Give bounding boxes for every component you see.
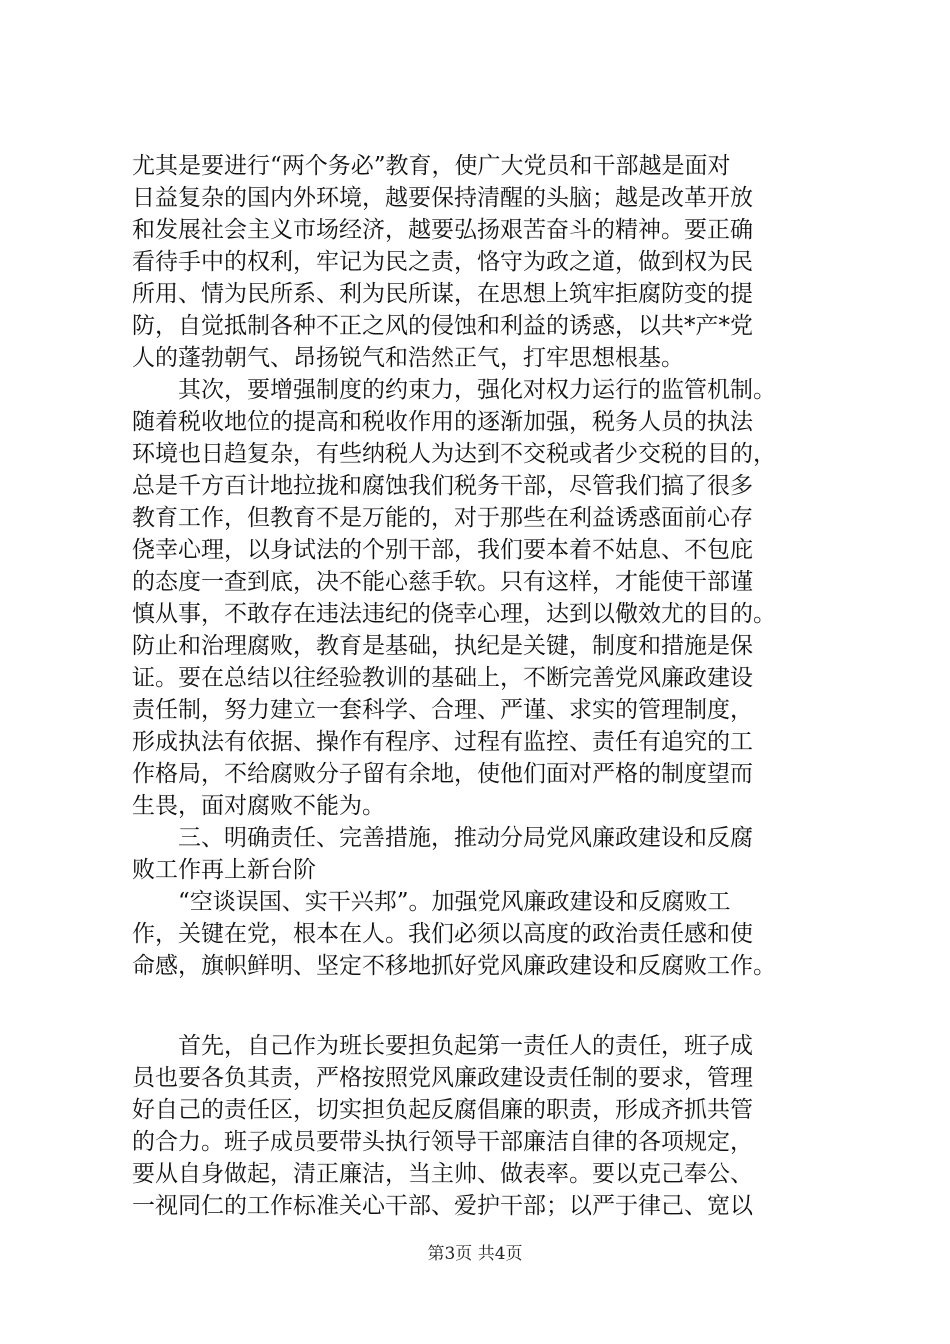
text-line: 作，关键在党，根本在人。我们必须以高度的政治责任感和使 [132, 921, 753, 947]
text-line: 好自己的责任区，切实担负起反腐倡廉的职责，形成齐抓共管 [132, 1097, 753, 1123]
text-line: 侥幸心理，以身试法的个别干部，我们要本着不姑息、不包庇 [132, 537, 753, 563]
text-line: 看待手中的权利，牢记为民之责，恪守为政之道，做到权为民 [132, 249, 753, 275]
text-line: 教育工作，但教育不是万能的，对于那些在利益诱惑面前心存 [132, 505, 753, 531]
text-line: 和发展社会主义市场经济，越要弘扬艰苦奋斗的精神。要正确 [132, 217, 753, 243]
text-line: 环境也日趋复杂，有些纳税人为达到不交税或者少交税的目的， [132, 441, 776, 467]
text-line: 要从自身做起，清正廉洁，当主帅、做表率。要以克己奉公、 [132, 1161, 753, 1187]
text-line: 防，自觉抵制各种不正之风的侵蚀和利益的诱惑，以共*产*党 [132, 313, 753, 339]
text-line: 生畏，面对腐败不能为。 [132, 793, 385, 819]
page-number-footer: 第3页 共4页 [427, 1244, 523, 1264]
section-heading-line: 败工作再上新台阶 [132, 857, 316, 883]
text-line: 作格局，不给腐败分子留有余地，使他们面对严格的制度望而 [132, 761, 753, 787]
text-line: 防止和治理腐败，教育是基础，执纪是关键，制度和措施是保 [132, 633, 753, 659]
document-body [132, 150, 832, 1222]
text-line: 责任制，努力建立一套科学、合理、严谨、求实的管理制度， [132, 697, 753, 723]
text-line: 尤其是要进行“两个务必”教育，使广大党员和干部越是面对 [132, 153, 731, 179]
text-line: 随着税收地位的提高和税收作用的逐渐加强，税务人员的执法 [132, 409, 753, 435]
text-line: 其次，要增强制度的约束力，强化对权力运行的监管机制。 [132, 377, 776, 403]
text-line: 证。要在总结以往经验教训的基础上，不断完善党风廉政建设 [132, 665, 753, 691]
text-line: 形成执法有依据、操作有程序、过程有监控、责任有追究的工 [132, 729, 753, 755]
text-line: 所用、情为民所系、利为民所谋，在思想上筑牢拒腐防变的提 [132, 281, 753, 307]
text-line: 的态度一查到底，决不能心慈手软。只有这样，才能使干部谨 [132, 569, 753, 595]
text-line: 一视同仁的工作标准关心干部、爱护干部；以严于律己、宽以 [132, 1193, 753, 1219]
text-line: “空谈误国、实干兴邦”。加强党风廉政建设和反腐败工 [132, 889, 731, 915]
text-line: 命感，旗帜鲜明、坚定不移地抓好党风廉政建设和反腐败工作。 [132, 953, 776, 979]
text-line: 总是千方百计地拉拢和腐蚀我们税务干部，尽管我们搞了很多 [132, 473, 753, 499]
text-line: 员也要各负其责，严格按照党风廉政建设责任制的要求，管理 [132, 1065, 753, 1091]
paragraph-gap [132, 982, 832, 1030]
text-line: 首先，自己作为班长要担负起第一责任人的责任，班子成 [132, 1033, 753, 1059]
text-line: 的合力。班子成员要带头执行领导干部廉洁自律的各项规定， [132, 1129, 753, 1155]
text-line: 慎从事，不敢存在违法违纪的侥幸心理，达到以儆效尤的目的。 [132, 601, 776, 627]
text-line: 人的蓬勃朝气、昂扬锐气和浩然正气，打牢思想根基。 [132, 345, 684, 371]
section-heading-line: 三、明确责任、完善措施，推动分局党风廉政建设和反腐 [132, 825, 753, 851]
text-line: 日益复杂的国内外环境，越要保持清醒的头脑；越是改革开放 [132, 185, 753, 211]
